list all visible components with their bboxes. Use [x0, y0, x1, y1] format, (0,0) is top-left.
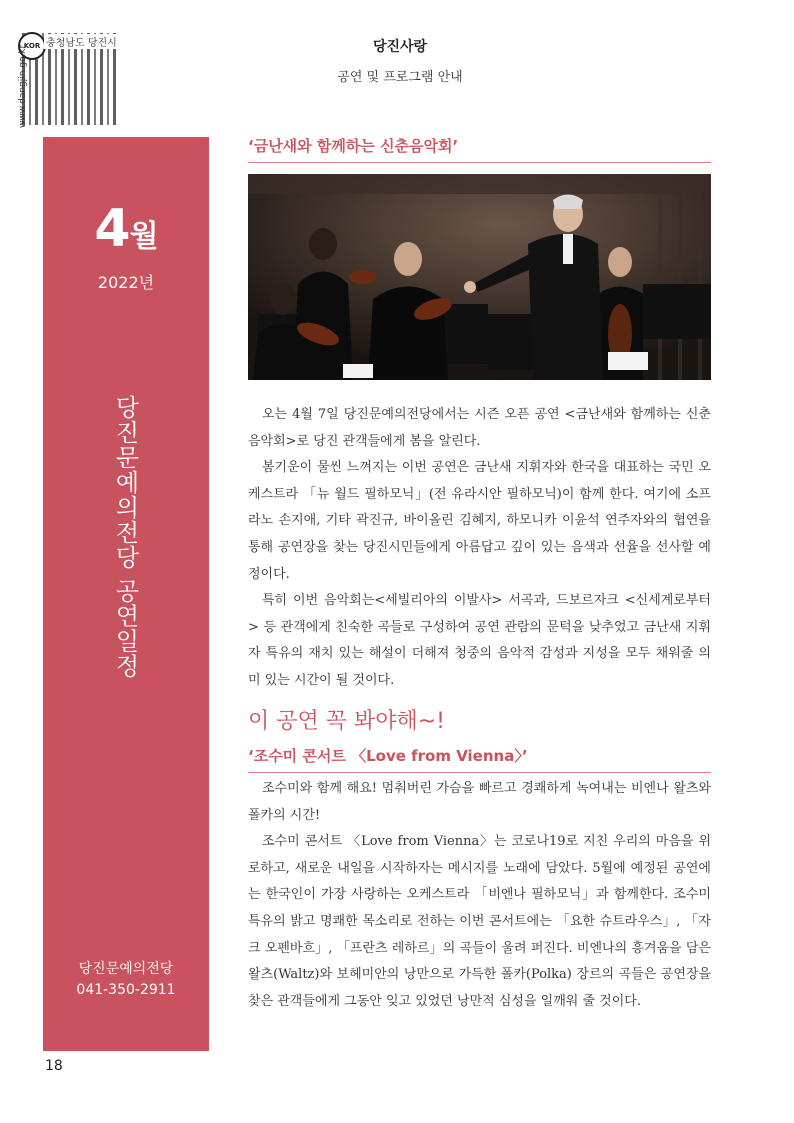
vertical-title: 당진문예의전당 공연일정 — [111, 395, 139, 679]
sidebar-panel — [43, 137, 209, 1051]
highlight-heading: 이 공연 꼭 봐야해~! — [248, 709, 445, 734]
month-number: 4 — [94, 199, 130, 259]
orchestra-illustration — [248, 174, 711, 380]
header-title: 당진사랑 — [372, 39, 428, 55]
year-label: 2022년 — [97, 273, 155, 292]
paragraph: 조수미 콘서트 〈Love from Vienna〉는 코로나19로 지친 우리의 마음을 위로하고, 새로운 내일을 시작하자는 메시지를 노래에 담았다. 5월에 예정된 공연에는 한국인이 가장 사랑하는 오케스트라 「비엔나 필하모닉」과 함께한다. 조수미 특유의 밝고 명쾌한 목소리로 전하는 이번 콘서트에는 「요한 슈트라우스」, 「자크 오펜바흐」, 「프란츠 레하르」의 곡들이 울려 퍼진다. 비엔나의 흥겨움을 담은 왈츠(Waltz)와 보헤미안의 낭만으로 가득한 폴카(Polka) 장르의 곡들은 공연장을 찾은 관객들에게 그동안 잊고 있었던 낭만적 심성을 일깨워 줄 것이다. — [248, 834, 711, 1009]
section1-title: ‘금난새와 함께하는 신춘음악회’ — [248, 135, 711, 163]
contact-phone: 041-350-2911 — [76, 982, 176, 998]
qr-org-label: 충청남도 당진시 — [44, 34, 119, 49]
paragraph: 봄기운이 물씬 느껴지는 이번 공연은 금난새 지휘자와 한국을 대표하는 국민 오케스트라 「뉴 월드 필하모닉」(전 유라시안 필하모닉)이 함께 한다. 여기에 소프라노 손지애, 기타 곽진규, 바이올린 김혜지, 하모니카 이윤석 연주자와의 협연을 통해 공연장을 찾는 당진시민들에게 아름답고 깊이 있는 음색과 선율을 선사할 예정이다. — [248, 460, 711, 582]
paragraph: 특히 이번 음악회는<세빌리아의 이발사> 서곡과, 드보르자크 <신세계로부터> 등 관객에게 친숙한 곡들로 구성하여 공연 관람의 문턱을 낮추었고 금난새 지휘자 특유의 재치 있는 해설이 더해져 청중의 음악적 감성과 지성을 모두 채워줄 의미 있는 시간이 될 것이다. — [248, 593, 711, 688]
month-suffix: 월 — [129, 219, 158, 254]
kor-logo-icon: KOR — [18, 32, 46, 60]
month-heading — [43, 199, 209, 259]
contact-block — [43, 959, 209, 1001]
concert-photo — [248, 174, 711, 380]
page-number: 18 — [45, 1058, 63, 1074]
section2-body — [248, 776, 711, 1015]
qr-url-label: www.dangjin.go.kr — [18, 44, 28, 128]
paragraph: 오는 4월 7일 당진문예의전당에서는 시즌 오픈 공연 <금난새와 함께하는 신춘음악회>로 당진 관객들에게 봄을 알린다. — [248, 407, 711, 449]
header-subtitle: 공연 및 프로그램 안내 — [337, 70, 463, 85]
contact-name: 당진문예의전당 — [78, 961, 174, 977]
section2-title: ‘조수미 콘서트 〈Love from Vienna〉’ — [248, 745, 711, 773]
section1-body — [248, 402, 711, 695]
paragraph: 조수미와 함께 해요! 멈춰버린 가슴을 빠르고 경쾌하게 녹여내는 비엔나 왈츠와 폴카의 시간! — [248, 781, 711, 823]
